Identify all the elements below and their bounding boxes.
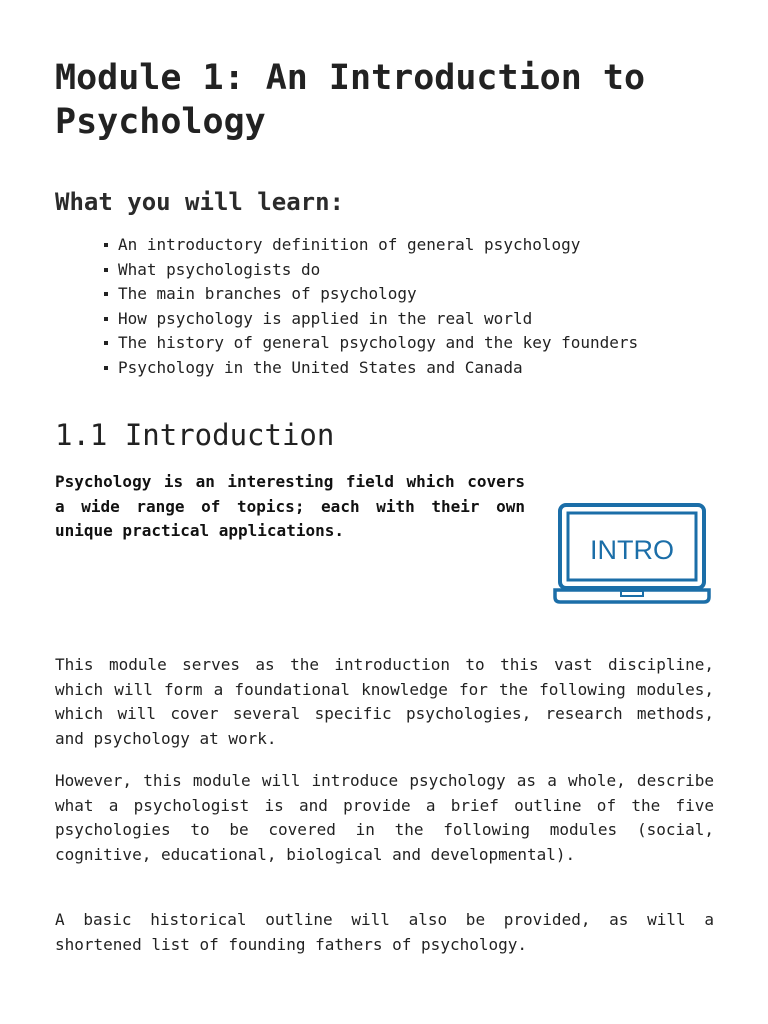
list-item-text: The main branches of psychology xyxy=(118,284,417,304)
laptop-trackpad xyxy=(621,591,643,596)
section-heading: 1.1 Introduction xyxy=(55,418,335,452)
learning-objectives-heading: What you will learn: xyxy=(55,188,344,216)
list-item xyxy=(103,331,638,356)
bullet-icon xyxy=(104,243,108,247)
list-item-text: Psychology in the United States and Canada xyxy=(118,357,523,377)
bullet-icon xyxy=(104,341,108,345)
list-item-text: The history of general psychology and the key founders xyxy=(118,333,639,353)
list-item-text: An introductory definition of general psychology xyxy=(118,235,581,254)
bullet-icon xyxy=(104,292,108,296)
body-paragraph: A basic historical outline will also be provided, as will a shortened list of founding fathers of psychology. xyxy=(55,910,714,954)
body-paragraph: This module serves as the introduction to this vast discipline, which will form a foundational knowledge for the following modules, which will cover several specific psychologies, research methods, and psychology at work. xyxy=(55,655,714,748)
list-item xyxy=(103,356,638,381)
list-item xyxy=(103,258,638,283)
bullet-icon xyxy=(104,268,108,272)
module-title: Module 1: An Introduction to Psychology xyxy=(55,58,646,142)
list-item-text: How psychology is applied in the real world xyxy=(118,308,533,328)
laptop-icon xyxy=(553,503,711,605)
intro-lead-paragraph: Psychology is an interesting field which covers a wide range of topics; each with their own unique practical applications. xyxy=(55,472,525,540)
list-item xyxy=(103,282,638,307)
learning-objectives-list xyxy=(103,233,638,381)
bullet-icon xyxy=(104,317,108,321)
list-item-text: What psychologists do xyxy=(118,259,321,279)
laptop-screen-text: INTRO xyxy=(590,535,674,565)
body-paragraph: However, this module will introduce psychology as a whole, describe what a psychologist is and provide a brief outline of the five psychologies to be covered in the following modules (social, cognitive, educational, biological and developmental). xyxy=(55,771,714,864)
list-item xyxy=(103,233,638,258)
list-item xyxy=(103,307,638,332)
bullet-icon xyxy=(104,366,108,370)
